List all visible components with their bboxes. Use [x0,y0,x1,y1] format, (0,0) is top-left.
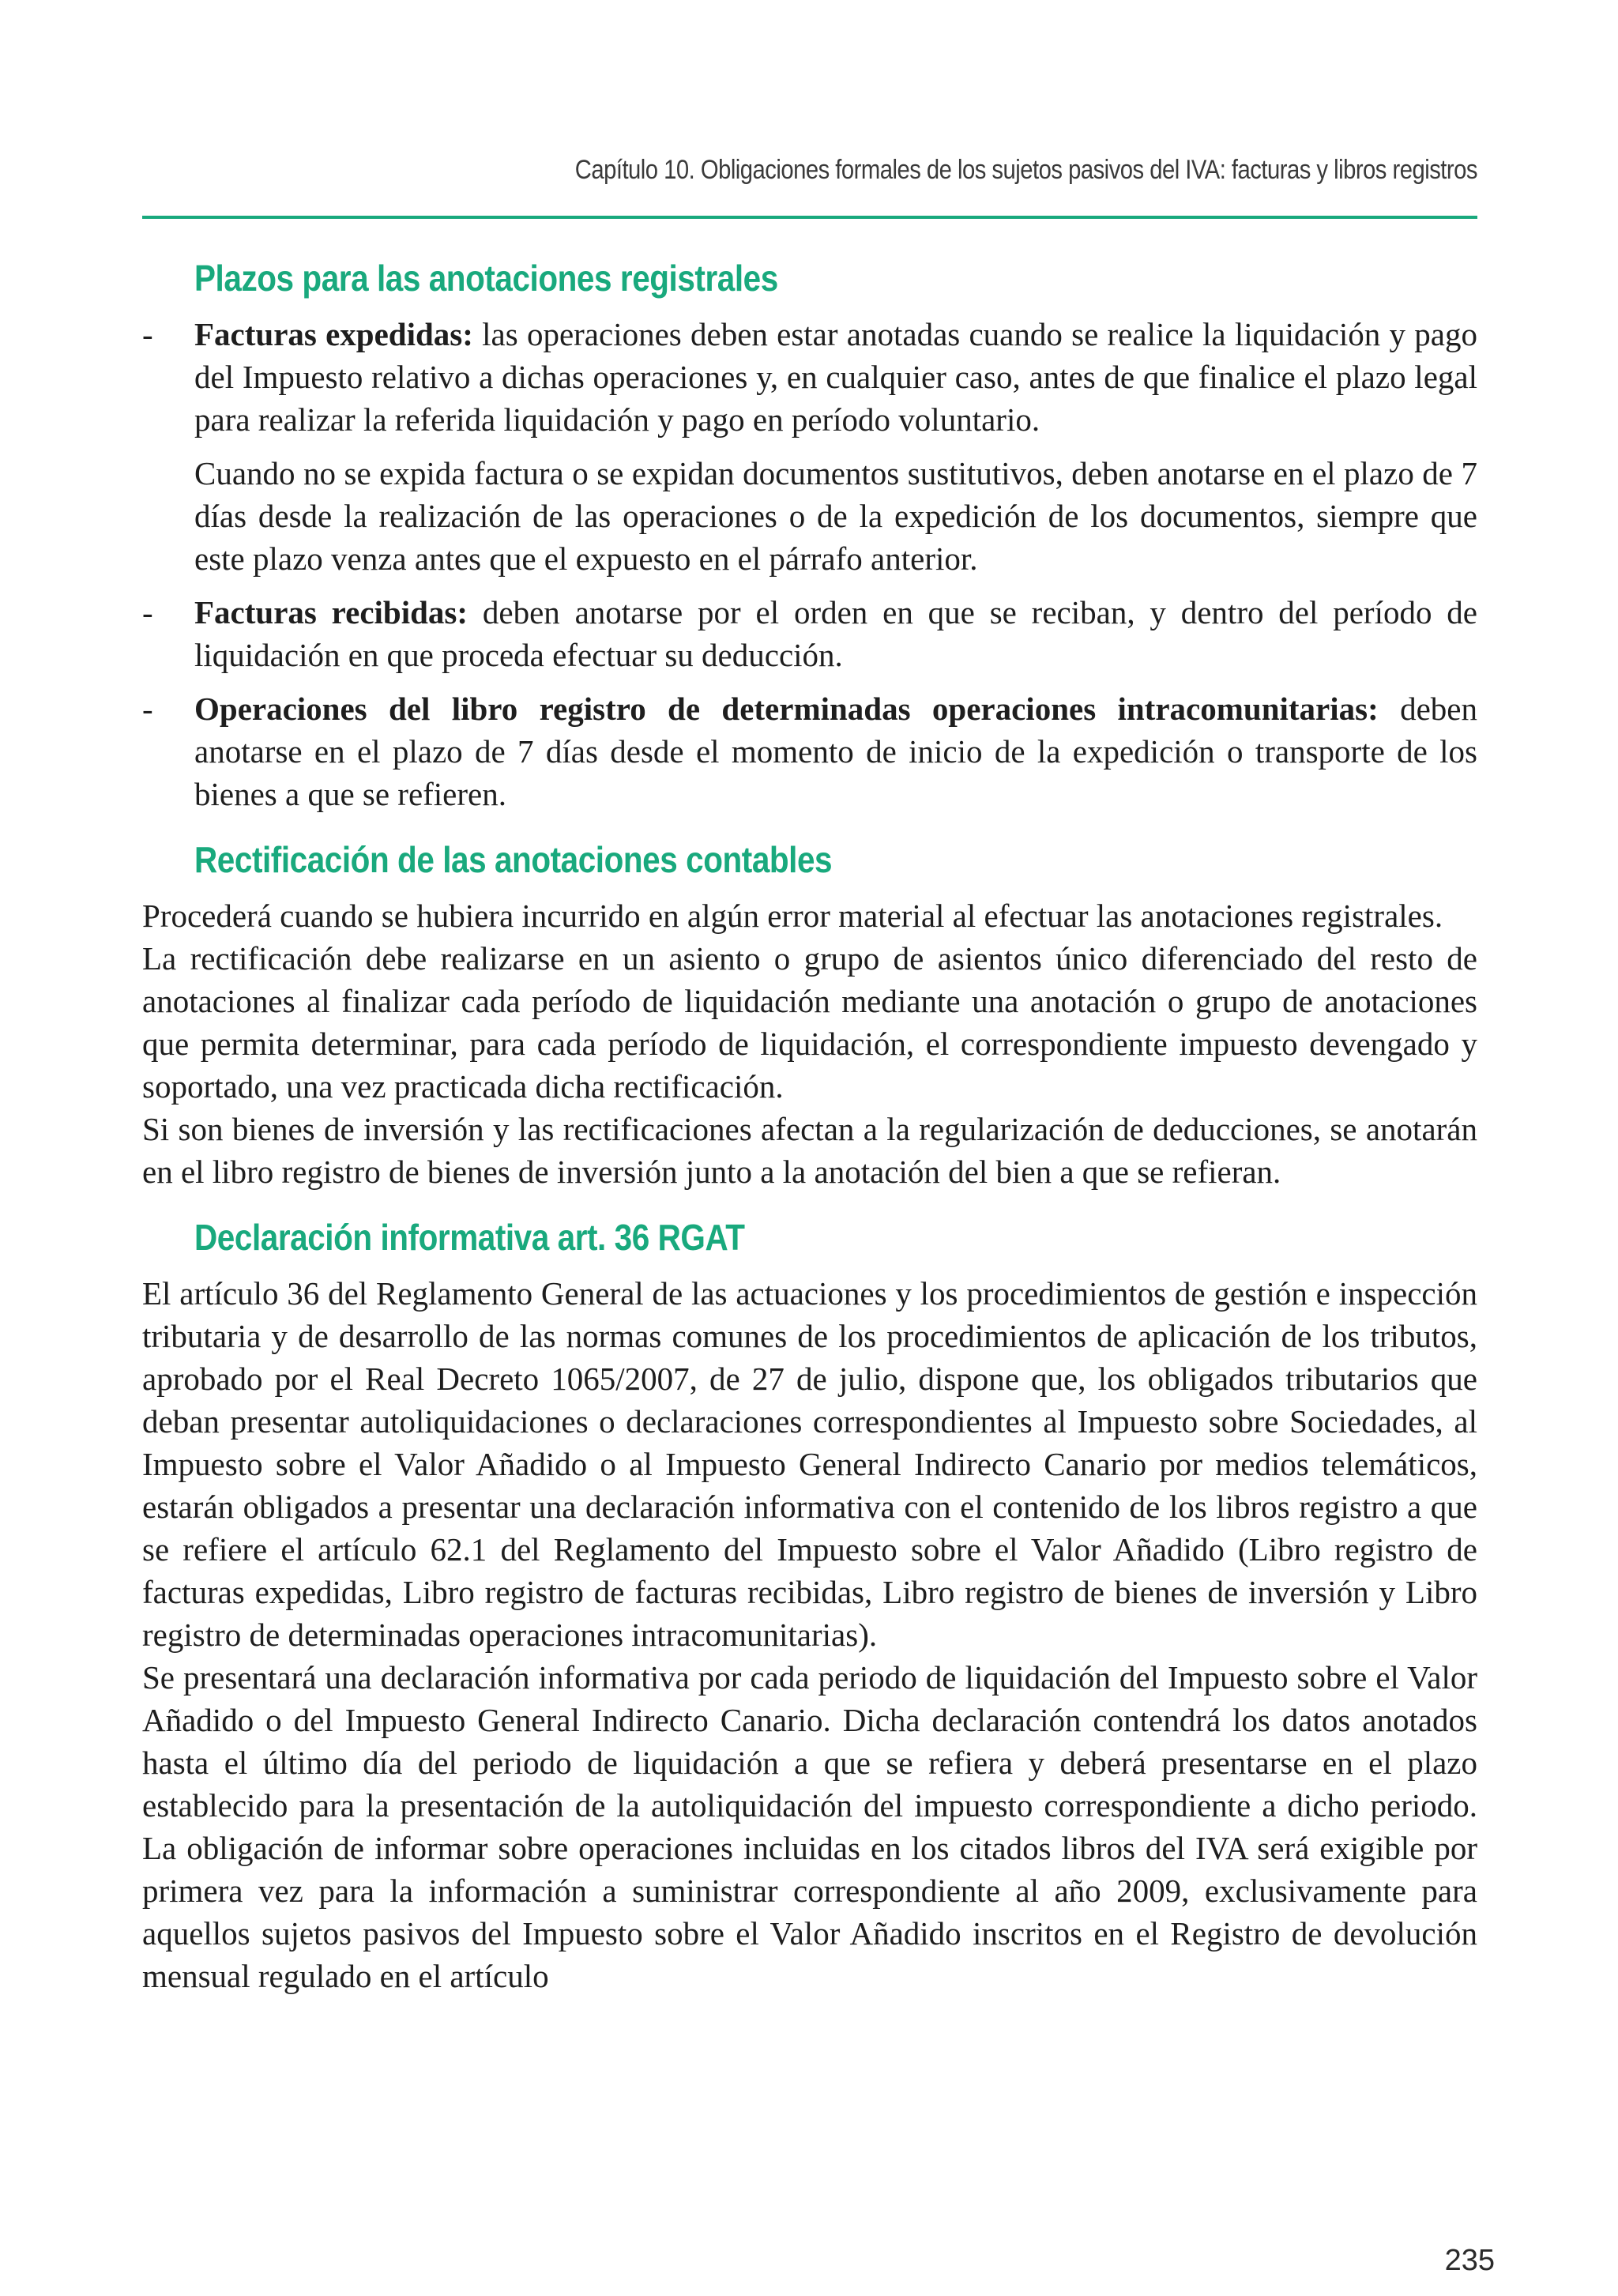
bullet-text [194,591,1477,676]
section-title-rectificacion: Rectificación de las anotaciones contables [194,839,833,880]
paragraph: Se presentará una declaración informativa por cada periodo de liquidación del Impuesto sobre el Valor Añadido o del Impuesto General Indirecto Canario. Dicha declaración contendrá los datos anotados hasta el último día del periodo de liquidación a que se refiera y deberá presentarse en el plazo establecido para la presentación de la autoliquidación del impuesto correspondiente a dicho periodo. La obligación de informar sobre operaciones incluidas en los citados libros del IVA será exigible por primera vez para la información a suministrar correspondiente al año 2009, exclusivamente para aquellos sujetos pasivos del Impuesto sobre el Valor Añadido inscritos en el Registro de devolución mensual regulado en el artículo [142,1659,1477,1994]
bullet-label: Facturas expedidas: [194,316,473,352]
running-header: Capítulo 10. Obligaciones formales de los sujetos pasivos del IVA: facturas y libros registros [574,155,1477,185]
list-dash: - [142,594,153,630]
bullet-body: las operaciones deben estar anotadas cuando se realice la liquidación y pago del Impuesto relativo a dichas operaciones y, en cualquier caso, antes de que finalice el plazo legal para realizar la referida liquidación y pago en período voluntario. [194,316,1477,438]
list-item [142,687,1477,815]
section-title-plazos: Plazos para las anotaciones registrales [194,258,778,299]
list-item [142,313,1477,580]
bullet-text [194,687,1477,815]
bullet-label: Operaciones del libro registro de determinadas operaciones intracomunitarias: [194,691,1379,727]
paragraph: La rectificación debe realizarse en un asiento o grupo de asientos único diferenciado del resto de anotaciones al finalizar cada período de liquidación mediante una anotación o grupo de anotaciones que permita determinar, para cada período de liquidación, el correspondiente impuesto devengado y soportado, una vez practicada dicha rectificación. [142,940,1477,1105]
bullet-body: deben anotarse por el orden en que se reciban, y dentro del período de liquidación en que proceda efectuar su deducción. [194,594,1478,673]
header-rule [142,216,1477,219]
page-content [142,254,1477,1997]
page-number: 235 [1444,2244,1495,2277]
bullet-continuation: Cuando no se expida factura o se expidan documentos sustitutivos, deben anotarse en el plazo de 7 días desde la realización de las operaciones o de la expedición de los documentos, siempre que este plazo venza antes que el expuesto en el párrafo anterior. [194,455,1477,577]
bullet-body: deben anotarse en el plazo de 7 días desde el momento de inicio de la expedición o transporte de los bienes a que se refieren. [194,691,1477,812]
section-title-declaracion: Declaración informativa art. 36 RGAT [194,1217,745,1258]
list-dash: - [142,316,153,352]
paragraph: Procederá cuando se hubiera incurrido en algún error material al efectuar las anotaciones registrales. [142,898,1443,934]
paragraph: El artículo 36 del Reglamento General de las actuaciones y los procedimientos de gestión e inspección tributaria y de desarrollo de las normas comunes de los procedimientos de aplicación de los tributos, aprobado por el Real Decreto 1065/2007, de 27 de julio, dispone que, los obligados tributarios que deban presentar autoliquidaciones o declaraciones correspondientes al Impuesto sobre Sociedades, al Impuesto sobre el Valor Añadido o al Impuesto General Indirecto Canario por medios telemáticos, estarán obligados a presentar una declaración informativa con el contenido de los libros registro a que se refiere el artículo 62.1 del Reglamento del Impuesto sobre el Valor Añadido (Libro registro de facturas expedidas, Libro registro de facturas recibidas, Libro registro de bienes de inversión y Libro registro de determinadas operaciones intracomunitarias). [142,1275,1477,1653]
list-item [142,591,1477,676]
paragraph: Si son bienes de inversión y las rectificaciones afectan a la regularización de deducciones, se anotarán en el libro registro de bienes de inversión junto a la anotación del bien a que se refieran. [142,1111,1477,1190]
bullet-label: Facturas recibidas: [194,594,468,630]
list-dash: - [142,691,153,727]
bullet-text [194,313,1477,441]
